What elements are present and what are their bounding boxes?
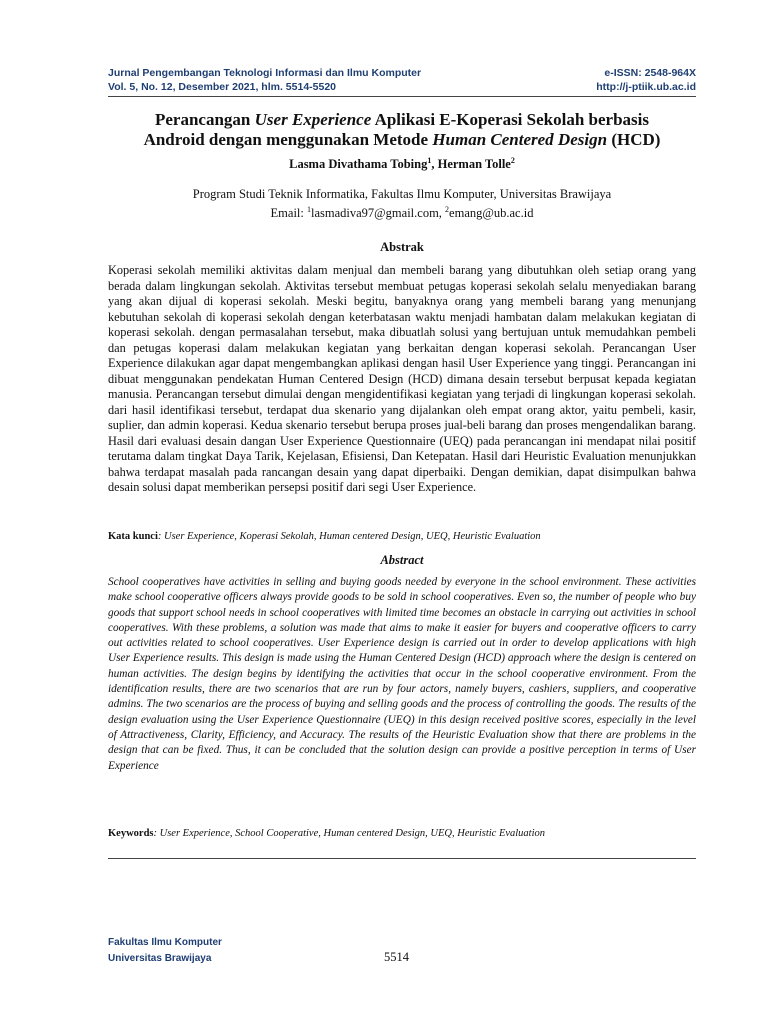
author-list: Lasma Divathama Tobing$^1$, Herman Tolle$^2$ xyxy=(289,156,515,172)
author-2: Herman Tolle xyxy=(437,157,511,172)
page-number: 5514 xyxy=(384,950,409,964)
footer-faculty: Fakultas Ilmu Komputer xyxy=(108,937,222,948)
journal-url[interactable]: http://j-ptiik.ub.ac.id xyxy=(596,81,696,93)
journal-eissn: e-ISSN: 2548-964X xyxy=(604,67,696,79)
abstract-heading: Abstract xyxy=(380,553,424,567)
abstract-divider xyxy=(108,858,696,859)
abstrak-body: Koperasi sekolah memiliki aktivitas dalam menjual dan membeli barang yang dibutuhkan oleh setiap orang yang berada dalam lingkungan sekolah. Aktivitas tersebut membuat petugas koperasi sekolah selalu menyediakan barang yang akan dijual di koperasi sekolah. Meski begitu, banyaknya orang yang membeli barang yang menunjang kebutuhan sekolah di koperasi sekolah dengan keterbatasan waktu menjadi hambatan dalam melakukan kegiatan di koperasi sekolah. dengan permasalahan tersebut, maka dibuatlah solusi yang bertujuan untuk memudahkan pembeli dan petugas koperasi dalam melakukan kegiatan yang berkaitan dengan koperasi sekolah. Perancangan User Experience dilakukan agar dapat mengembangkan aplikasi dengan hasil User Experience yang tinggi. Perancangan ini dibuat menggunakan pendekatan Human Centered Design (HCD) dimana desain tersebut berpusat kepada kegiatan manusia. Perancangan tersebut dimulai dengan mengidentifikasi kegiatan yang terjadi di lingkungan koperasi sekolah. dari hasil identifikasi tersebut, terdapat dua skenario yang dijalankan oleh empat orang aktor, yaitu pembeli, kasir, suplier, dan admin koperasi. Kedua skenario tersebut berupa proses jual-beli barang dan proses mengendalikan barang. Hasil dari evaluasi desain dangan User Experience Questionnaire (UEQ) pada perancangan ini mendapat nilai positif terutama dalam tingkat Daya Tarik, Kejelasan, Efisiensi, Dan Ketepatan. Hasil dari Heuristic Evaluation menunjukkan bahwa terdapat masalah pada rancangan desain yang dapat diperbaiki. Dengan demikian, dapat disimpulkan bahwa desain solusi dapat memberikan persepsi positif dari segi User Experience. xyxy=(108,263,696,494)
journal-volume: Vol. 5, No. 12, Desember 2021, hlm. 5514-5520 xyxy=(108,81,337,93)
author-1: Lasma Divathama Tobing xyxy=(289,157,428,172)
paper-page xyxy=(108,0,696,1024)
kata-kunci: Kata kunci: User Experience, Koperasi Sekolah, Human centered Design, UEQ, Heuristic Evaluation xyxy=(108,531,541,542)
journal-name: Jurnal Pengembangan Teknologi Informasi dan Ilmu Komputer xyxy=(108,67,422,79)
paper-title xyxy=(108,110,696,150)
header-left xyxy=(108,66,421,94)
title-line-2: Android dengan menggunakan Metode Human Centered Design (HCD) xyxy=(143,130,661,149)
affiliation-email: Email: $^1$lasmadiva97@gmail.com, $^2$emang@ub.ac.id xyxy=(270,205,534,221)
affiliation xyxy=(108,186,696,221)
abstrak-heading: Abstrak xyxy=(380,240,424,254)
header-divider xyxy=(108,96,696,97)
email-1[interactable]: lasmadiva97@gmail.com, xyxy=(310,206,446,221)
header-right xyxy=(596,66,696,94)
affiliation-institution: Program Studi Teknik Informatika, Fakultas Ilmu Komputer, Universitas Brawijaya xyxy=(192,187,612,201)
title-line-1: Perancangan User Experience Aplikasi E-Koperasi Sekolah berbasis xyxy=(155,110,649,129)
footer-university: Universitas Brawijaya xyxy=(108,953,212,964)
abstract-body: School cooperatives have activities in selling and buying goods needed by everyone in the school environment. These activities make school cooperative officers always provide goods to be sold in school cooperatives. Even so, the number of people who buy goods that support school needs in school cooperatives with limited time becomes an obstacle in carrying out activities in school cooperatives. With these problems, a solution was made that aims to make it easier for buyers and cooperative officers to carry out activities related to school cooperatives. User Experience design is carried out in order to develop applications with high User Experience results. This design is made using the Human Centered Design (HCD) approach where the design is centered on human activities. The design begins by identifying the activities that occur in the school cooperative environment. From the identification results, there are two scenarios that are run by four actors, namely buyers, cashiers, suppliers, and cooperative admins. The two scenarios are the process of buying and selling goods and the process of controlling the goods. The results of the design evaluation using the User Experience Questionnaire (UEQ) in this design received positive scores, especially in the level of Attractiveness, Clarity, Efficiency, and Accuracy. The results of the Heuristic Evaluation show that there are problems in the design that can be fixed. Thus, it can be concluded that the solution design can provide a positive perception in terms of User Experience xyxy=(108,576,696,772)
keywords: Keywords: User Experience, School Cooperative, Human centered Design, UEQ, Heuristic Evaluation xyxy=(108,828,546,839)
email-2[interactable]: emang@ub.ac.id xyxy=(449,206,534,221)
